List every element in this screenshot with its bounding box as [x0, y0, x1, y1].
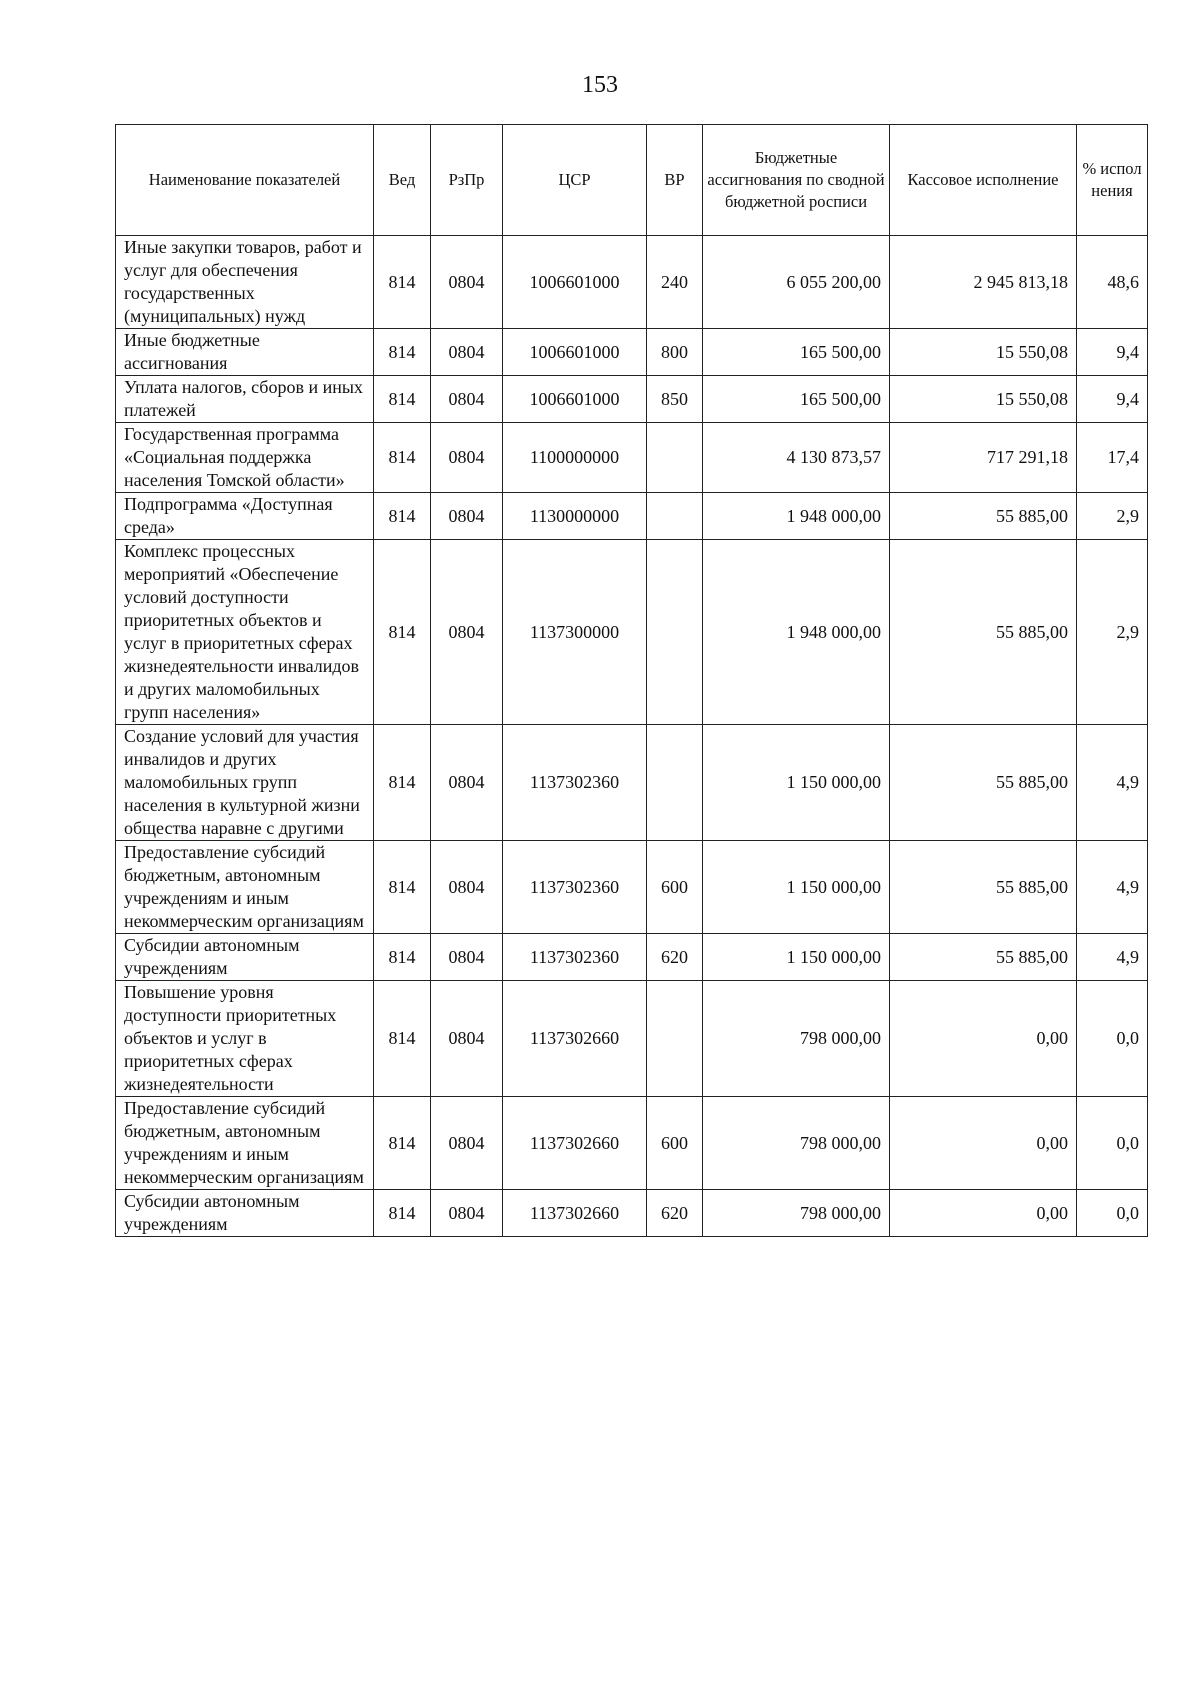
row-percent: 0,0 — [1077, 981, 1148, 1097]
row-cash: 55 885,00 — [890, 841, 1077, 934]
row-cash: 55 885,00 — [890, 540, 1077, 725]
row-name: Комплекс процессных мероприятий «Обеспечение условий доступности приоритетных объектов и услуг в приоритетных сферах жизнедеятельности инвалидов и других маломобильных групп населения» — [116, 540, 374, 725]
row-cash: 55 885,00 — [890, 934, 1077, 981]
row-vr: 600 — [647, 841, 703, 934]
row-vr — [647, 423, 703, 493]
row-budget: 1 948 000,00 — [703, 540, 890, 725]
row-budget: 165 500,00 — [703, 329, 890, 376]
row-percent: 4,9 — [1077, 934, 1148, 981]
row-budget: 798 000,00 — [703, 1190, 890, 1237]
row-vr — [647, 493, 703, 540]
row-budget: 1 150 000,00 — [703, 841, 890, 934]
row-ved: 814 — [374, 329, 431, 376]
row-budget: 165 500,00 — [703, 376, 890, 423]
row-name: Иные закупки товаров, работ и услуг для обеспечения государственных (муниципальных) нужд — [116, 236, 374, 329]
row-vr: 620 — [647, 934, 703, 981]
row-cash: 15 550,08 — [890, 329, 1077, 376]
row-csr: 1100000000 — [503, 423, 647, 493]
row-csr: 1137302660 — [503, 1190, 647, 1237]
row-name: Уплата налогов, сборов и иных платежей — [116, 376, 374, 423]
table-header-row — [116, 125, 1148, 236]
header-vr: ВР — [647, 125, 703, 236]
row-name: Подпрограмма «Доступная среда» — [116, 493, 374, 540]
row-percent: 4,9 — [1077, 841, 1148, 934]
row-ved: 814 — [374, 376, 431, 423]
row-cash: 0,00 — [890, 1097, 1077, 1190]
row-ved: 814 — [374, 725, 431, 841]
row-csr: 1137300000 — [503, 540, 647, 725]
row-cash: 717 291,18 — [890, 423, 1077, 493]
row-ved: 814 — [374, 493, 431, 540]
table-row — [116, 841, 1148, 934]
header-cash: Кассовое исполнение — [890, 125, 1077, 236]
row-csr: 1130000000 — [503, 493, 647, 540]
table-row — [116, 493, 1148, 540]
header-budget: Бюджетные ассигнования по сводной бюджетной росписи — [703, 125, 890, 236]
row-rzpr: 0804 — [431, 841, 503, 934]
row-csr: 1137302660 — [503, 981, 647, 1097]
row-rzpr: 0804 — [431, 934, 503, 981]
row-rzpr: 0804 — [431, 725, 503, 841]
row-ved: 814 — [374, 423, 431, 493]
row-cash: 55 885,00 — [890, 725, 1077, 841]
row-budget: 6 055 200,00 — [703, 236, 890, 329]
row-budget: 4 130 873,57 — [703, 423, 890, 493]
table-row — [116, 1097, 1148, 1190]
table-row — [116, 981, 1148, 1097]
row-percent: 9,4 — [1077, 329, 1148, 376]
table-row — [116, 423, 1148, 493]
row-ved: 814 — [374, 1097, 431, 1190]
row-ved: 814 — [374, 540, 431, 725]
row-ved: 814 — [374, 934, 431, 981]
row-percent: 48,6 — [1077, 236, 1148, 329]
row-csr: 1137302360 — [503, 934, 647, 981]
row-vr: 620 — [647, 1190, 703, 1237]
row-budget: 798 000,00 — [703, 1097, 890, 1190]
row-cash: 2 945 813,18 — [890, 236, 1077, 329]
row-rzpr: 0804 — [431, 423, 503, 493]
row-name: Субсидии автономным учреждениям — [116, 1190, 374, 1237]
row-rzpr: 0804 — [431, 1097, 503, 1190]
row-cash: 0,00 — [890, 1190, 1077, 1237]
header-percent: % испол нения — [1077, 125, 1148, 236]
row-csr: 1006601000 — [503, 376, 647, 423]
row-cash: 55 885,00 — [890, 493, 1077, 540]
row-name: Повышение уровня доступности приоритетных объектов и услуг в приоритетных сферах жизнедеятельности — [116, 981, 374, 1097]
row-percent: 0,0 — [1077, 1190, 1148, 1237]
row-rzpr: 0804 — [431, 329, 503, 376]
row-rzpr: 0804 — [431, 981, 503, 1097]
row-vr — [647, 540, 703, 725]
row-name: Предоставление субсидий бюджетным, автономным учреждениям и иным некоммерческим организациям — [116, 841, 374, 934]
row-rzpr: 0804 — [431, 540, 503, 725]
row-vr: 850 — [647, 376, 703, 423]
budget-execution-table — [115, 124, 1148, 1237]
row-percent: 4,9 — [1077, 725, 1148, 841]
row-vr: 800 — [647, 329, 703, 376]
header-name: Наименование показателей — [116, 125, 374, 236]
row-ved: 814 — [374, 236, 431, 329]
row-name: Субсидии автономным учреждениям — [116, 934, 374, 981]
row-percent: 2,9 — [1077, 540, 1148, 725]
row-csr: 1006601000 — [503, 329, 647, 376]
row-budget: 1 150 000,00 — [703, 725, 890, 841]
row-csr: 1137302360 — [503, 725, 647, 841]
row-rzpr: 0804 — [431, 236, 503, 329]
row-budget: 798 000,00 — [703, 981, 890, 1097]
row-rzpr: 0804 — [431, 1190, 503, 1237]
header-ved: Вед — [374, 125, 431, 236]
row-cash: 15 550,08 — [890, 376, 1077, 423]
table-row — [116, 1190, 1148, 1237]
row-name: Иные бюджетные ассигнования — [116, 329, 374, 376]
row-percent: 9,4 — [1077, 376, 1148, 423]
row-percent: 2,9 — [1077, 493, 1148, 540]
row-vr — [647, 725, 703, 841]
row-vr: 600 — [647, 1097, 703, 1190]
row-csr: 1137302660 — [503, 1097, 647, 1190]
row-rzpr: 0804 — [431, 493, 503, 540]
table-row — [116, 236, 1148, 329]
row-csr: 1137302360 — [503, 841, 647, 934]
row-budget: 1 150 000,00 — [703, 934, 890, 981]
row-name: Создание условий для участия инвалидов и других маломобильных групп населения в культурной жизни общества наравне с другими — [116, 725, 374, 841]
row-ved: 814 — [374, 1190, 431, 1237]
row-percent: 0,0 — [1077, 1097, 1148, 1190]
table-body — [116, 236, 1148, 1237]
row-vr: 240 — [647, 236, 703, 329]
row-percent: 17,4 — [1077, 423, 1148, 493]
table-row — [116, 376, 1148, 423]
page-number: 153 — [582, 72, 618, 98]
row-rzpr: 0804 — [431, 376, 503, 423]
row-ved: 814 — [374, 981, 431, 1097]
row-cash: 0,00 — [890, 981, 1077, 1097]
row-ved: 814 — [374, 841, 431, 934]
row-name: Государственная программа «Социальная поддержка населения Томской области» — [116, 423, 374, 493]
row-budget: 1 948 000,00 — [703, 493, 890, 540]
row-csr: 1006601000 — [503, 236, 647, 329]
header-rzpr: РзПр — [431, 125, 503, 236]
header-csr: ЦСР — [503, 125, 647, 236]
table-row — [116, 725, 1148, 841]
table-row — [116, 934, 1148, 981]
row-vr — [647, 981, 703, 1097]
table-row — [116, 329, 1148, 376]
row-name: Предоставление субсидий бюджетным, автономным учреждениям и иным некоммерческим организациям — [116, 1097, 374, 1190]
table-row — [116, 540, 1148, 725]
